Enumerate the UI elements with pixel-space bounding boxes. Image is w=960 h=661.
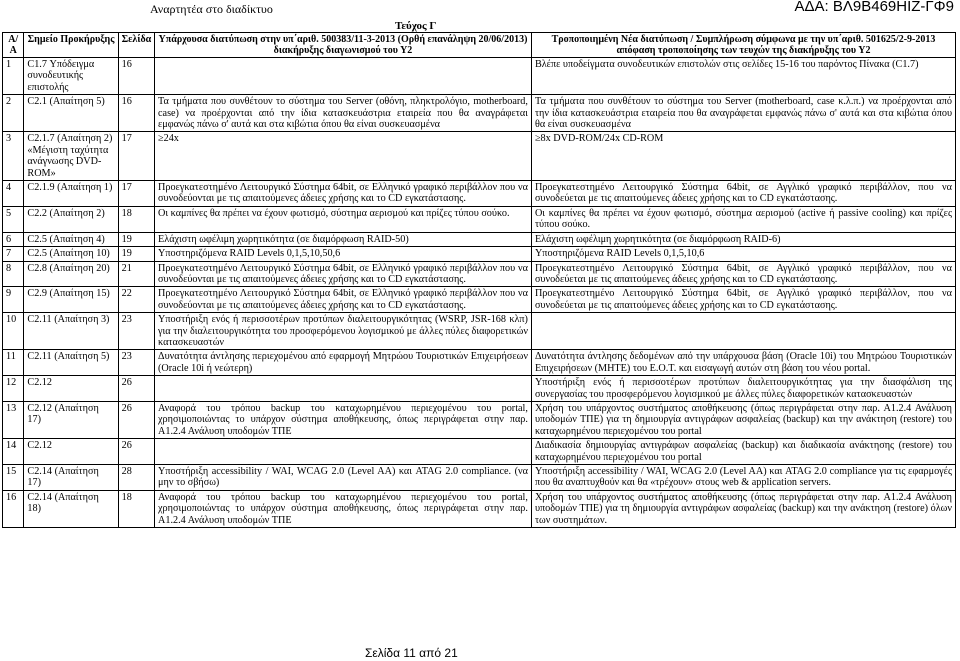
table-row: [3, 313, 956, 350]
cell-current: Αναφορά του τρόπου backup του καταχωρημένου περιεχομένου του portal, χρησιμοποιώντας το υπάρχον σύστημα αποθήκευσης, όπως περιγράφεται στην παρ. Α1.2.4 Ανάλυση υποδομών ΤΠΕ: [155, 401, 532, 438]
cell-num: 10: [3, 313, 24, 350]
cell-page: 26: [118, 401, 154, 438]
table-row: [3, 95, 956, 132]
cell-num: 9: [3, 287, 24, 313]
cell-current: Αναφορά του τρόπου backup του καταχωρημένου περιεχομένου του portal, χρησιμοποιώντας το υπάρχον σύστημα αποθήκευσης, όπως περιγράφεται στην παρ. Α1.2.4 Ανάλυση υποδομών ΤΠΕ: [155, 490, 532, 527]
cell-new: Προεγκατεστημένο Λειτουργικό Σύστημα 64bit, σε Αγγλικό γραφικό περιβάλλον, που να συνοδεύεται με τις απαιτούμενες άδειες χρήσης και το CD εγκατάστασης.: [531, 181, 955, 207]
cell-new: Βλέπε υποδείγματα συνοδευτικών επιστολών στις σελίδες 15-16 του παρόντος Πίνακα (C1.7): [531, 58, 955, 95]
cell-num: 5: [3, 206, 24, 232]
cell-point: C2.11 (Απαίτηση 3): [24, 313, 118, 350]
cell-page: 16: [118, 95, 154, 132]
cell-current: Υποστήριξη accessibility / WAI, WCAG 2.0 (Level AA) και ATAG 2.0 compliance. (να μην το σβήσω): [155, 465, 532, 491]
cell-page: 16: [118, 58, 154, 95]
cell-point: C2.8 (Απαίτηση 20): [24, 261, 118, 287]
col-header-current: Υπάρχουσα διατύπωση στην υπ΄αριθ. 500383/11-3-2013 (Ορθή επανάληψη 20/06/2013) διακήρυξης διαγωνισμού του Υ2: [155, 33, 532, 58]
cell-new: Δυνατότητα άντλησης δεδομένων από την υπάρχουσα βάση (Oracle 10i) του Μητρώου Τουριστικών Επιχειρήσεων (ΜΗΤΕ) του Ε.Ο.Τ. και εισαγωγή αυτών στη βάση του νέου portal.: [531, 350, 955, 376]
cell-new: Χρήση του υπάρχοντος συστήματος αποθήκευσης (όπως περιγράφεται στην παρ. Α1.2.4 Ανάλυση υποδομών ΤΠΕ) για τη δημιουργία αντιγράφων ασφαλείας (backup) και την ανάκτηση (restore) όλων των συστημάτων.: [531, 490, 955, 527]
table-row: [3, 58, 956, 95]
cell-num: 12: [3, 376, 24, 402]
table-row: [3, 181, 956, 207]
table-header-row: [3, 33, 956, 58]
cell-num: 16: [3, 490, 24, 527]
table-row: [3, 206, 956, 232]
cell-page: 26: [118, 439, 154, 465]
cell-page: 17: [118, 181, 154, 207]
cell-point: C2.12: [24, 439, 118, 465]
volume-label: Τεύχος Γ: [395, 20, 437, 32]
col-header-num: Α/Α: [3, 33, 24, 58]
cell-current: Προεγκατεστημένο Λειτουργικό Σύστημα 64bit, σε Ελληνικό γραφικό περιβάλλον που να συνοδεύονται με τις απαιτούμενες άδειες χρήσης και το CD εγκατάστασης.: [155, 181, 532, 207]
cell-new: Προεγκατεστημένο Λειτουργικό Σύστημα 64bit, σε Αγγλικό γραφικό περιβάλλον, που να συνοδεύεται με τις απαιτούμενες άδειες χρήσης και το CD εγκατάστασης.: [531, 287, 955, 313]
table-row: [3, 132, 956, 181]
cell-current: Τα τμήματα που συνθέτουν το σύστημα του Server (οθόνη, πληκτρολόγιο, motherboard, case) να προέρχονται από την ίδια κατασκευάστρια εταιρεία που θα αναγράφεται εμφανώς πάνω σ' αυτά και στα κιβώτια όπου θα είναι συσκευασμένα: [155, 95, 532, 132]
cell-page: 23: [118, 350, 154, 376]
posting-note: Αναρτητέα στο διαδίκτυο: [150, 2, 273, 16]
table-row: [3, 350, 956, 376]
cell-current: Προεγκατεστημένο Λειτουργικό Σύστημα 64bit, σε Ελληνικό γραφικό περιβάλλον που να συνοδεύονται με τις απαιτούμενες άδειες χρήσης και το CD εγκατάστασης.: [155, 287, 532, 313]
cell-new: Υποστήριξη ενός ή περισσοτέρων προτύπων διαλειτουργικότητας για την διασφάλιση της συνεργασίας του προσφερόμενου λογισμικού με άλλες πύλες διαφορετικών κατασκευαστών: [531, 376, 955, 402]
table-row: [3, 376, 956, 402]
cell-new: [531, 313, 955, 350]
cell-new: Οι καμπίνες θα πρέπει να έχουν φωτισμό, σύστημα αερισμού (active ή passive cooling) και πρίζες τύπου σούκο.: [531, 206, 955, 232]
cell-num: 6: [3, 232, 24, 246]
cell-point: C2.1.7 (Απαίτηση 2) «Μέγιστη ταχύτητα ανάγνωσης DVD-ROM»: [24, 132, 118, 181]
cell-point: C2.1 (Απαίτηση 5): [24, 95, 118, 132]
cell-page: 28: [118, 465, 154, 491]
cell-point: C2.12: [24, 376, 118, 402]
cell-page: 26: [118, 376, 154, 402]
table-row: [3, 232, 956, 246]
cell-new: Τα τμήματα που συνθέτουν το σύστημα του Server (motherboard, case κ.λ.π.) να προέρχονται από την ίδια κατασκευάστρια εταιρεία που θα αναγράφεται εμφανώς πάνω σ' αυτά και στα κιβώτια όπου θα είναι συσκευασμένα: [531, 95, 955, 132]
cell-page: 22: [118, 287, 154, 313]
cell-point: C2.14 (Απαίτηση 18): [24, 490, 118, 527]
cell-new: Υποστηριζόμενα RAID Levels 0,1,5,10,6: [531, 247, 955, 261]
cell-num: 2: [3, 95, 24, 132]
table-row: [3, 439, 956, 465]
ada-code: ΑΔΑ: ΒΛ9Β469ΗΙΖ-ΓΦ9: [794, 0, 954, 15]
cell-page: 19: [118, 247, 154, 261]
cell-page: 18: [118, 206, 154, 232]
cell-current: [155, 439, 532, 465]
cell-point: C2.11 (Απαίτηση 5): [24, 350, 118, 376]
cell-point: C2.12 (Απαίτηση 17): [24, 401, 118, 438]
table-row: [3, 287, 956, 313]
cell-current: [155, 376, 532, 402]
cell-new: Ελάχιστη ωφέλιμη χωρητικότητα (σε διαμόρφωση RAID-6): [531, 232, 955, 246]
cell-num: 15: [3, 465, 24, 491]
table-body: [3, 58, 956, 528]
cell-num: 4: [3, 181, 24, 207]
table-row: [3, 261, 956, 287]
cell-current: Δυνατότητα άντλησης περιεχομένου από εφαρμογή Μητρώου Τουριστικών Επιχειρήσεων (Oracle 10i ή νεώτερη): [155, 350, 532, 376]
cell-current: Ελάχιστη ωφέλιμη χωρητικότητα (σε διαμόρφωση RAID-50): [155, 232, 532, 246]
cell-point: C2.9 (Απαίτηση 15): [24, 287, 118, 313]
cell-page: 21: [118, 261, 154, 287]
cell-new: Υποστήριξη accessibility / WAI, WCAG 2.0 (Level AA) και ATAG 2.0 compliance για τις εφαρμογές που θα αναπτυχθούν και θα «τρέχουν» στους web & application servers.: [531, 465, 955, 491]
page-number: Σελίδα 11 από 21: [365, 646, 458, 660]
cell-num: 1: [3, 58, 24, 95]
cell-num: 7: [3, 247, 24, 261]
cell-current: [155, 58, 532, 95]
cell-current: Οι καμπίνες θα πρέπει να έχουν φωτισμό, σύστημα αερισμού και πρίζες τύπου σούκο.: [155, 206, 532, 232]
cell-num: 13: [3, 401, 24, 438]
table-row: [3, 490, 956, 527]
cell-new: Διαδικασία δημιουργίας αντιγράφων ασφαλείας (backup) και διαδικασία ανάκτησης (restore) του καταχωρημένου περιεχομένου του portal: [531, 439, 955, 465]
table-row: [3, 465, 956, 491]
cell-new: Χρήση του υπάρχοντος συστήματος αποθήκευσης (όπως περιγράφεται στην παρ. Α1.2.4 Ανάλυση υποδομών ΤΠΕ) για τη δημιουργία αντιγράφων ασφαλείας (backup) και την ανάκτηση (restore) του καταχωρημένου περιεχομένου του portal: [531, 401, 955, 438]
cell-point: C2.14 (Απαίτηση 17): [24, 465, 118, 491]
table-row: [3, 247, 956, 261]
cell-current: Υποστήριξη ενός ή περισσοτέρων προτύπων διαλειτουργικότητας (WSRP, JSR-168 κλπ) για την διαλειτουργικότητα του προσφερόμενου λογισμικού με άλλες πύλες διαφορετικών κατασκευαστών: [155, 313, 532, 350]
cell-point: C2.5 (Απαίτηση 10): [24, 247, 118, 261]
col-header-new: Τροποποιημένη Νέα διατύπωση / Συμπλήρωση σύμφωνα με την υπ΄αριθ. 501625/2-9-2013 απόφαση τροποποίησης των τευχών της διακήρυξης του Υ2: [531, 33, 955, 58]
cell-point: C2.2 (Απαίτηση 2): [24, 206, 118, 232]
cell-current: Υποστηριζόμενα RAID Levels 0,1,5,10,50,6: [155, 247, 532, 261]
cell-new: Προεγκατεστημένο Λειτουργικό Σύστημα 64bit, σε Αγγλικό γραφικό περιβάλλον, που να συνοδεύεται με τις απαιτούμενες άδειες χρήσης και το CD εγκατάστασης.: [531, 261, 955, 287]
cell-num: 14: [3, 439, 24, 465]
cell-num: 11: [3, 350, 24, 376]
cell-page: 18: [118, 490, 154, 527]
table-row: [3, 401, 956, 438]
cell-current: ≥24x: [155, 132, 532, 181]
cell-point: C1.7 Υπόδειγμα συνοδευτικής επιστολής: [24, 58, 118, 95]
cell-new: ≥8x DVD-ROM/24x CD-ROM: [531, 132, 955, 181]
cell-page: 19: [118, 232, 154, 246]
cell-current: Προεγκατεστημένο Λειτουργικό Σύστημα 64bit, σε Ελληνικό γραφικό περιβάλλον που να συνοδεύονται με τις απαιτούμενες άδειες χρήσης και το CD εγκατάστασης.: [155, 261, 532, 287]
cell-num: 3: [3, 132, 24, 181]
cell-point: C2.5 (Απαίτηση 4): [24, 232, 118, 246]
col-header-page: Σελίδα: [118, 33, 154, 58]
cell-point: C2.1.9 (Απαίτηση 1): [24, 181, 118, 207]
cell-num: 8: [3, 261, 24, 287]
amendments-table: [2, 32, 956, 528]
col-header-point: Σημείο Προκήρυξης: [24, 33, 118, 58]
cell-page: 23: [118, 313, 154, 350]
cell-page: 17: [118, 132, 154, 181]
